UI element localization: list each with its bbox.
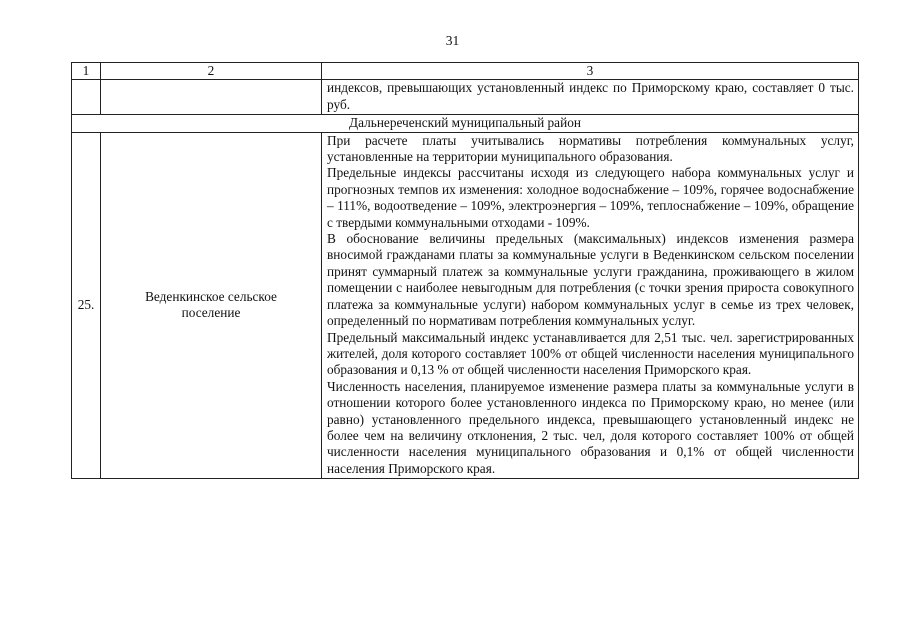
table-row bbox=[72, 132, 859, 479]
district-heading: Дальнереченский муниципальный район bbox=[72, 115, 859, 132]
district-row bbox=[72, 115, 859, 132]
description-cell bbox=[322, 132, 859, 479]
continuation-number-cell bbox=[72, 80, 101, 115]
column-header-3: 3 bbox=[322, 63, 859, 80]
paragraph-indices: Предельные индексы рассчитаны исходя из следующего набора коммунальных услуг и прогнозных темпов их изменения: холодное водоснабжение – 109%, горячее водоснабжение – 111%, водоотведение – 109%, электроэнергия – 109%, теплоснабжение – 109%, обращение с твердыми коммунальными отходами - 109%. bbox=[327, 165, 854, 230]
document-table bbox=[71, 62, 859, 479]
page-number: 31 bbox=[445, 33, 460, 48]
table-header-row bbox=[72, 63, 859, 80]
paragraph-population: Численность населения, планируемое изменение размера платы за коммунальные услуги в отношении которого более установленного индекса по Приморскому краю, но менее (или равно) установленного предельного индекса, превышающего установленный индекс не более чем на величину отклонения, 2 тыс. чел, доля которого составляет 100% от общей численности населения муниципального образования и 0,1% от общей численности населения Приморского края. bbox=[327, 378, 854, 476]
continuation-row bbox=[72, 80, 859, 115]
column-header-1: 1 bbox=[72, 63, 101, 80]
paragraph-norms: При расчете платы учитывались нормативы потребления коммунальных услуг, установленные на территории муниципального образования. bbox=[327, 132, 854, 165]
continuation-name-cell bbox=[101, 80, 322, 115]
row-number: 25. bbox=[72, 132, 101, 479]
continuation-text: индексов, превышающих установленный индекс по Приморскому краю, составляет 0 тыс. руб. bbox=[322, 80, 859, 115]
paragraph-justification: В обоснование величины предельных (максимальных) индексов изменения размера вносимой гражданами платы за коммунальные услуги в Веденкинском сельском поселении принят суммарный платеж за коммунальные услуги гражданина, проживающего в жилом помещении с наиболее невыгодным для потребления (с точки зрения прироста совокупного платежа за коммунальные услуги) набором коммунальных услуг в семье из трех человек, определенный по нормативам потребления коммунальных услуг. bbox=[327, 231, 854, 329]
column-header-2: 2 bbox=[101, 63, 322, 80]
settlement-name: Веденкинское сельское поселение bbox=[101, 132, 322, 479]
paragraph-max-index: Предельный максимальный индекс устанавливается для 2,51 тыс. чел. зарегистрированных жителей, доля которого составляет 100% от общей численности населения муниципального образования и 0,13 % от общей численности населения Приморского края. bbox=[327, 329, 854, 378]
